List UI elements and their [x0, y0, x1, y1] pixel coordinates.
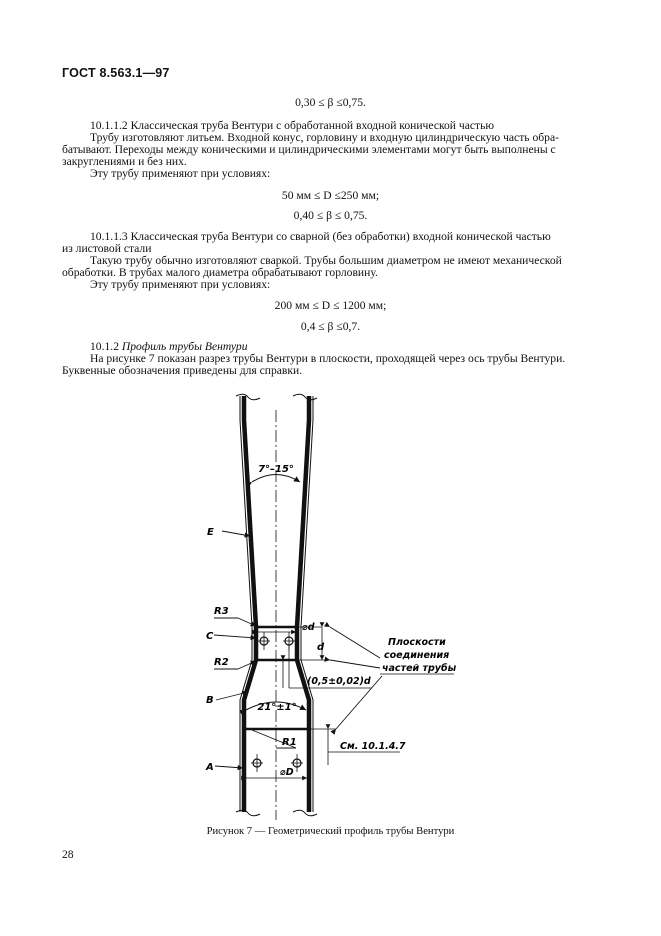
- section-heading-title: Профиль трубы Вентури: [121, 340, 248, 353]
- bottom-angle-label: 21°±1°: [257, 702, 297, 713]
- section-title: 10.1.1.3 Классическая труба Вентури со сварной (без обработки) входной конической частью: [90, 230, 551, 243]
- paragraph-line: Трубу изготовляют литьем. Входной конус, горловину и входную цилиндрическую часть обра-: [90, 131, 559, 144]
- label-c: C: [206, 631, 214, 642]
- planes-label-line1: Плоскости: [388, 637, 446, 648]
- planes-label-line2: соединения: [384, 650, 450, 661]
- dim-small-d: ⌀d: [302, 622, 315, 633]
- paragraph-line: батывают. Переходы между коническими и цилиндрическими элементами могут быть выполнены с: [62, 143, 556, 156]
- label-r3: R3: [214, 606, 229, 617]
- label-r2: R2: [214, 657, 229, 668]
- formula: 200 мм ≤ D ≤ 1200 мм;: [274, 299, 387, 312]
- label-a: A: [206, 762, 214, 773]
- dim-d: d: [317, 642, 325, 653]
- paragraph-line: Такую трубу обычно изготовляют сваркой. Трубы большим диаметром не имеют механической: [90, 254, 562, 267]
- paragraph-line: Эту трубу применяют при условиях:: [90, 278, 271, 291]
- label-e: E: [207, 527, 214, 538]
- left-wall: [244, 396, 256, 812]
- planes-label-line3: частей трубы: [382, 663, 457, 674]
- paragraph-line: обработки. В трубах малого диаметра обрабатывают горловину.: [62, 266, 378, 279]
- paragraph-line: На рисунке 7 показан разрез трубы Вентури в плоскости, проходящей через ось трубы Вентури.: [90, 352, 566, 365]
- figure-caption: Рисунок 7 — Геометрический профиль трубы Вентури: [206, 826, 455, 837]
- dim-big-d: ⌀D: [280, 767, 294, 778]
- formula: 0,30 ≤ β ≤0,75.: [295, 96, 366, 109]
- formula: 50 мм ≤ D ≤250 мм;: [281, 189, 380, 202]
- section-title: 10.1.1.2 Классическая труба Вентури с обработанной входной конической частью: [90, 119, 495, 132]
- formula: 0,40 ≤ β ≤ 0,75.: [293, 209, 368, 222]
- top-angle-label: 7°–15°: [258, 464, 294, 475]
- section-number: 10.1.2: [90, 340, 119, 353]
- paragraph-line: закруглениями и без них.: [62, 155, 187, 168]
- right-wall: [297, 396, 309, 812]
- paragraph-line: Эту трубу применяют при условиях:: [90, 167, 271, 180]
- label-r1: R1: [282, 737, 297, 748]
- dim-offset: (0,5±0,02)d: [307, 676, 371, 687]
- label-b: B: [206, 695, 214, 706]
- formula: 0,4 ≤ β ≤0,7.: [300, 320, 361, 333]
- paragraph-line: Буквенные обозначения приведены для справки.: [62, 364, 303, 377]
- page-number: 28: [62, 848, 74, 861]
- section-title-cont: из листовой стали: [62, 242, 152, 255]
- standard-header: ГОСТ 8.563.1—97: [62, 66, 170, 80]
- ref-label: См. 10.1.4.7: [340, 741, 406, 752]
